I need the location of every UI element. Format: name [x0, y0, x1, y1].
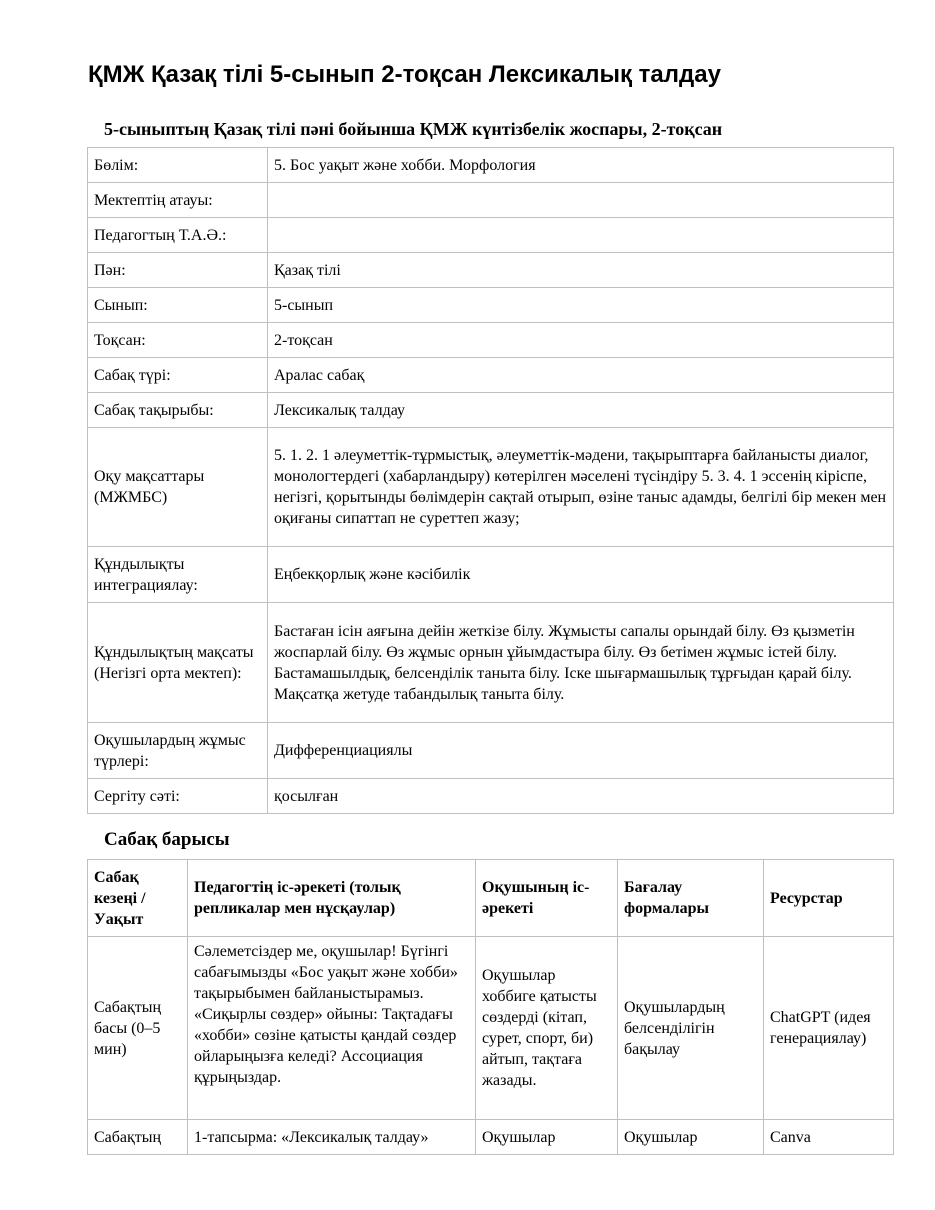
- info-label: Сабақ түрі:: [88, 358, 268, 393]
- info-value: [268, 218, 894, 253]
- info-label: Педагогтың Т.А.Ә.:: [88, 218, 268, 253]
- info-row-school: [88, 183, 894, 218]
- info-row-lesson-type: [88, 358, 894, 393]
- teacher-activity-cell: Сәлеметсіздер ме, оқушылар! Бүгінгі сабағымызды «Бос уақыт және хобби» тақырыбымен байланыстырамыз. «Сиқырлы сөздер» ойыны: Тақтадағы «хобби» сөзіне қатысты қандай сөздер ойларыңызға келеді? Ассоциация құрыңыздар.: [188, 937, 476, 1120]
- info-label: Бөлім:: [88, 148, 268, 183]
- info-label: Мектептің атауы:: [88, 183, 268, 218]
- assessment-cell: Оқушылар: [618, 1120, 764, 1155]
- info-row-quarter: [88, 323, 894, 358]
- info-label: Сабақ тақырыбы:: [88, 393, 268, 428]
- info-value: Бастаған ісін аяғына дейін жеткізе білу. Жұмысты сапалы орындай білу. Өз қызметін жоспарлай білу. Өз жұмыс орнын ұйымдастыра білу. Өз бетімен жұмыс істей білу. Бастамашылдық, белсенділік таныта білу. Іске шығармашылық тұрғыдан қарай білу. Мақсатқа жетуде табандылық таныта білу.: [268, 603, 894, 723]
- teacher-activity-cell: 1-тапсырма: «Лексикалық талдау»: [188, 1120, 476, 1155]
- stage-cell: Сабақтың басы (0–5 мин): [88, 937, 188, 1120]
- table-row: [88, 937, 894, 1120]
- info-value: 2-тоқсан: [268, 323, 894, 358]
- info-label: Сынып:: [88, 288, 268, 323]
- info-row-grade: [88, 288, 894, 323]
- stage-cell: Сабақтың: [88, 1120, 188, 1155]
- info-row-break: [88, 779, 894, 814]
- student-activity-cell: Оқушылар хоббиге қатысты сөздерді (кітап, сурет, спорт, би) айтып, тақтаға жазады.: [476, 937, 618, 1120]
- lesson-info-table: [87, 147, 894, 814]
- info-label: Оқушылардың жұмыс түрлері:: [88, 723, 268, 779]
- column-header-student-activity: Оқушының іс-әрекеті: [476, 860, 618, 937]
- student-activity-cell: Оқушылар: [476, 1120, 618, 1155]
- info-value: Дифференциациялы: [268, 723, 894, 779]
- info-label: Тоқсан:: [88, 323, 268, 358]
- info-row-learning-objectives: [88, 428, 894, 547]
- info-label: Құндылықтың мақсаты (Негізгі орта мектеп):: [88, 603, 268, 723]
- plan-subtitle: 5-сыныптың Қазақ тілі пәні бойынша ҚМЖ күнтізбелік жоспары, 2-тоқсан: [104, 119, 723, 139]
- info-row-teacher: [88, 218, 894, 253]
- info-label: Құндылықты интеграциялау:: [88, 547, 268, 603]
- info-row-work-types: [88, 723, 894, 779]
- info-row-subject: [88, 253, 894, 288]
- info-value: 5. Бос уақыт және хобби. Морфология: [268, 148, 894, 183]
- assessment-cell: Оқушылардың белсенділігін бақылау: [618, 937, 764, 1120]
- info-label: Сергіту сәті:: [88, 779, 268, 814]
- page-title: ҚМЖ Қазақ тілі 5-сынып 2-тоқсан Лексикалық талдау: [88, 61, 721, 88]
- info-value: 5. 1. 2. 1 әлеуметтік-тұрмыстық, әлеуметтік-мәдени, тақырыптарға байланысты диалог, монологтердегі (хабарландыру) көтерілген мәселені түсіндіру 5. 3. 4. 1 эссенің кіріспе, негізгі, қорытынды бөлімдерін сақтай отырып, өзіне таныс адамды, белгілі бір мекен мен оқиғаны сипаттап не суреттеп жазу;: [268, 428, 894, 547]
- column-header-teacher-activity: Педагогтің іс-әрекеті (толық репликалар мен нұсқаулар): [188, 860, 476, 937]
- column-header-stage: Сабақ кезеңі / Уақыт: [88, 860, 188, 937]
- resources-cell: ChatGPT (идея генерациялау): [764, 937, 894, 1120]
- info-label: Оқу мақсаттары (МЖМБС): [88, 428, 268, 547]
- info-value: [268, 183, 894, 218]
- info-row-value-goal: [88, 603, 894, 723]
- info-value: 5-сынып: [268, 288, 894, 323]
- column-header-assessment: Бағалау формалары: [618, 860, 764, 937]
- lesson-progress-heading: Сабақ барысы: [104, 829, 230, 850]
- info-value: Еңбекқорлық және кәсібилік: [268, 547, 894, 603]
- column-header-resources: Ресурстар: [764, 860, 894, 937]
- table-header-row: [88, 860, 894, 937]
- resources-cell: Canva: [764, 1120, 894, 1155]
- info-value: Қазақ тілі: [268, 253, 894, 288]
- info-value: Аралас сабақ: [268, 358, 894, 393]
- lesson-progress-table: [87, 859, 894, 1155]
- info-row-lesson-topic: [88, 393, 894, 428]
- info-row-value-integration: [88, 547, 894, 603]
- info-value: Лексикалық талдау: [268, 393, 894, 428]
- info-row-section: [88, 148, 894, 183]
- info-label: Пән:: [88, 253, 268, 288]
- table-row: [88, 1120, 894, 1155]
- info-value: қосылған: [268, 779, 894, 814]
